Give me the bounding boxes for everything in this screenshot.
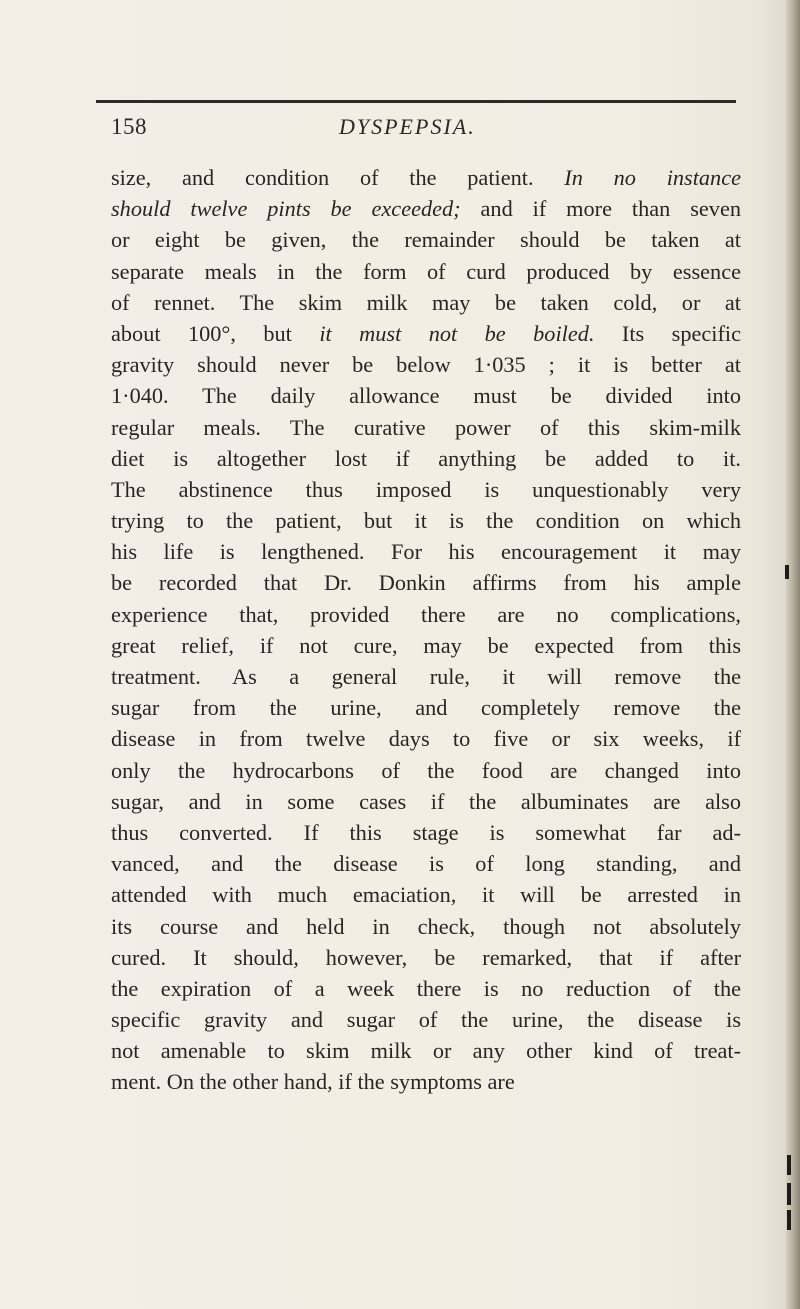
text-line: trying to the patient, but it is the condition on which — [111, 508, 741, 534]
text-line: ment. On the other hand, if the symptoms are — [111, 1069, 515, 1095]
edge-mark — [787, 1155, 791, 1175]
text-line: regular meals. The curative power of this skim-milk — [111, 414, 741, 440]
running-head: DYSPEPSIA. — [339, 114, 476, 139]
text-line: size, and condition of the patient. In no instance — [111, 165, 741, 190]
text-line: attended with much emaciation, it will be arrested in — [111, 882, 741, 908]
text-line: of rennet. The skim milk may be taken cold, or at — [111, 289, 741, 315]
text-line: sugar from the urine, and completely remove the — [111, 695, 741, 721]
text-line: treatment. As a general rule, it will remove the — [111, 664, 741, 689]
page-edge-shadow — [786, 0, 800, 1309]
text-line: experience that, provided there are no complications, — [111, 601, 741, 627]
text-line: diet is altogether lost if anything be added to it. — [111, 445, 741, 471]
text-line: not amenable to skim milk or any other kind of treat- — [111, 1038, 741, 1064]
edge-mark — [787, 1183, 791, 1205]
text-line: great relief, if not cure, may be expected from this — [111, 632, 741, 658]
page-number: 158 — [111, 114, 147, 139]
text-line: his life is lengthened. For his encouragement it may — [111, 539, 741, 565]
text-line: its course and held in check, though not absolutely — [111, 913, 741, 939]
text-line: specific gravity and sugar of the urine, the disease is — [111, 1007, 741, 1033]
text-line: about 100°, but it must not be boiled. Its specific — [111, 320, 741, 346]
text-line: be recorded that Dr. Donkin affirms from his ample — [111, 570, 741, 596]
text-line: vanced, and the disease is of long standing, and — [111, 851, 741, 877]
header-rule — [96, 100, 736, 103]
text-line: 1·040. The daily allowance must be divided into — [111, 383, 741, 409]
text-line: the expiration of a week there is no reduction of the — [111, 975, 741, 1001]
text-line: or eight be given, the remainder should be taken at — [111, 227, 741, 253]
text-line: disease in from twelve days to five or six weeks, if — [111, 726, 741, 752]
text-line: should twelve pints be exceeded; and if more than seven — [111, 196, 741, 222]
text-line: sugar, and in some cases if the albuminates are also — [111, 788, 741, 814]
body-text — [111, 162, 741, 1098]
text-line: separate meals in the form of curd produced by essence — [111, 258, 741, 284]
text-line: cured. It should, however, be remarked, that if after — [111, 944, 741, 970]
page-header — [111, 114, 751, 150]
text-line: only the hydrocarbons of the food are changed into — [111, 757, 741, 783]
text-line: thus converted. If this stage is somewhat far ad- — [111, 819, 741, 845]
edge-mark — [785, 565, 789, 579]
text-line: The abstinence thus imposed is unquestionably very — [111, 476, 741, 502]
edge-mark — [787, 1210, 791, 1230]
text-line: gravity should never be below 1·035 ; it is better at — [111, 352, 741, 378]
